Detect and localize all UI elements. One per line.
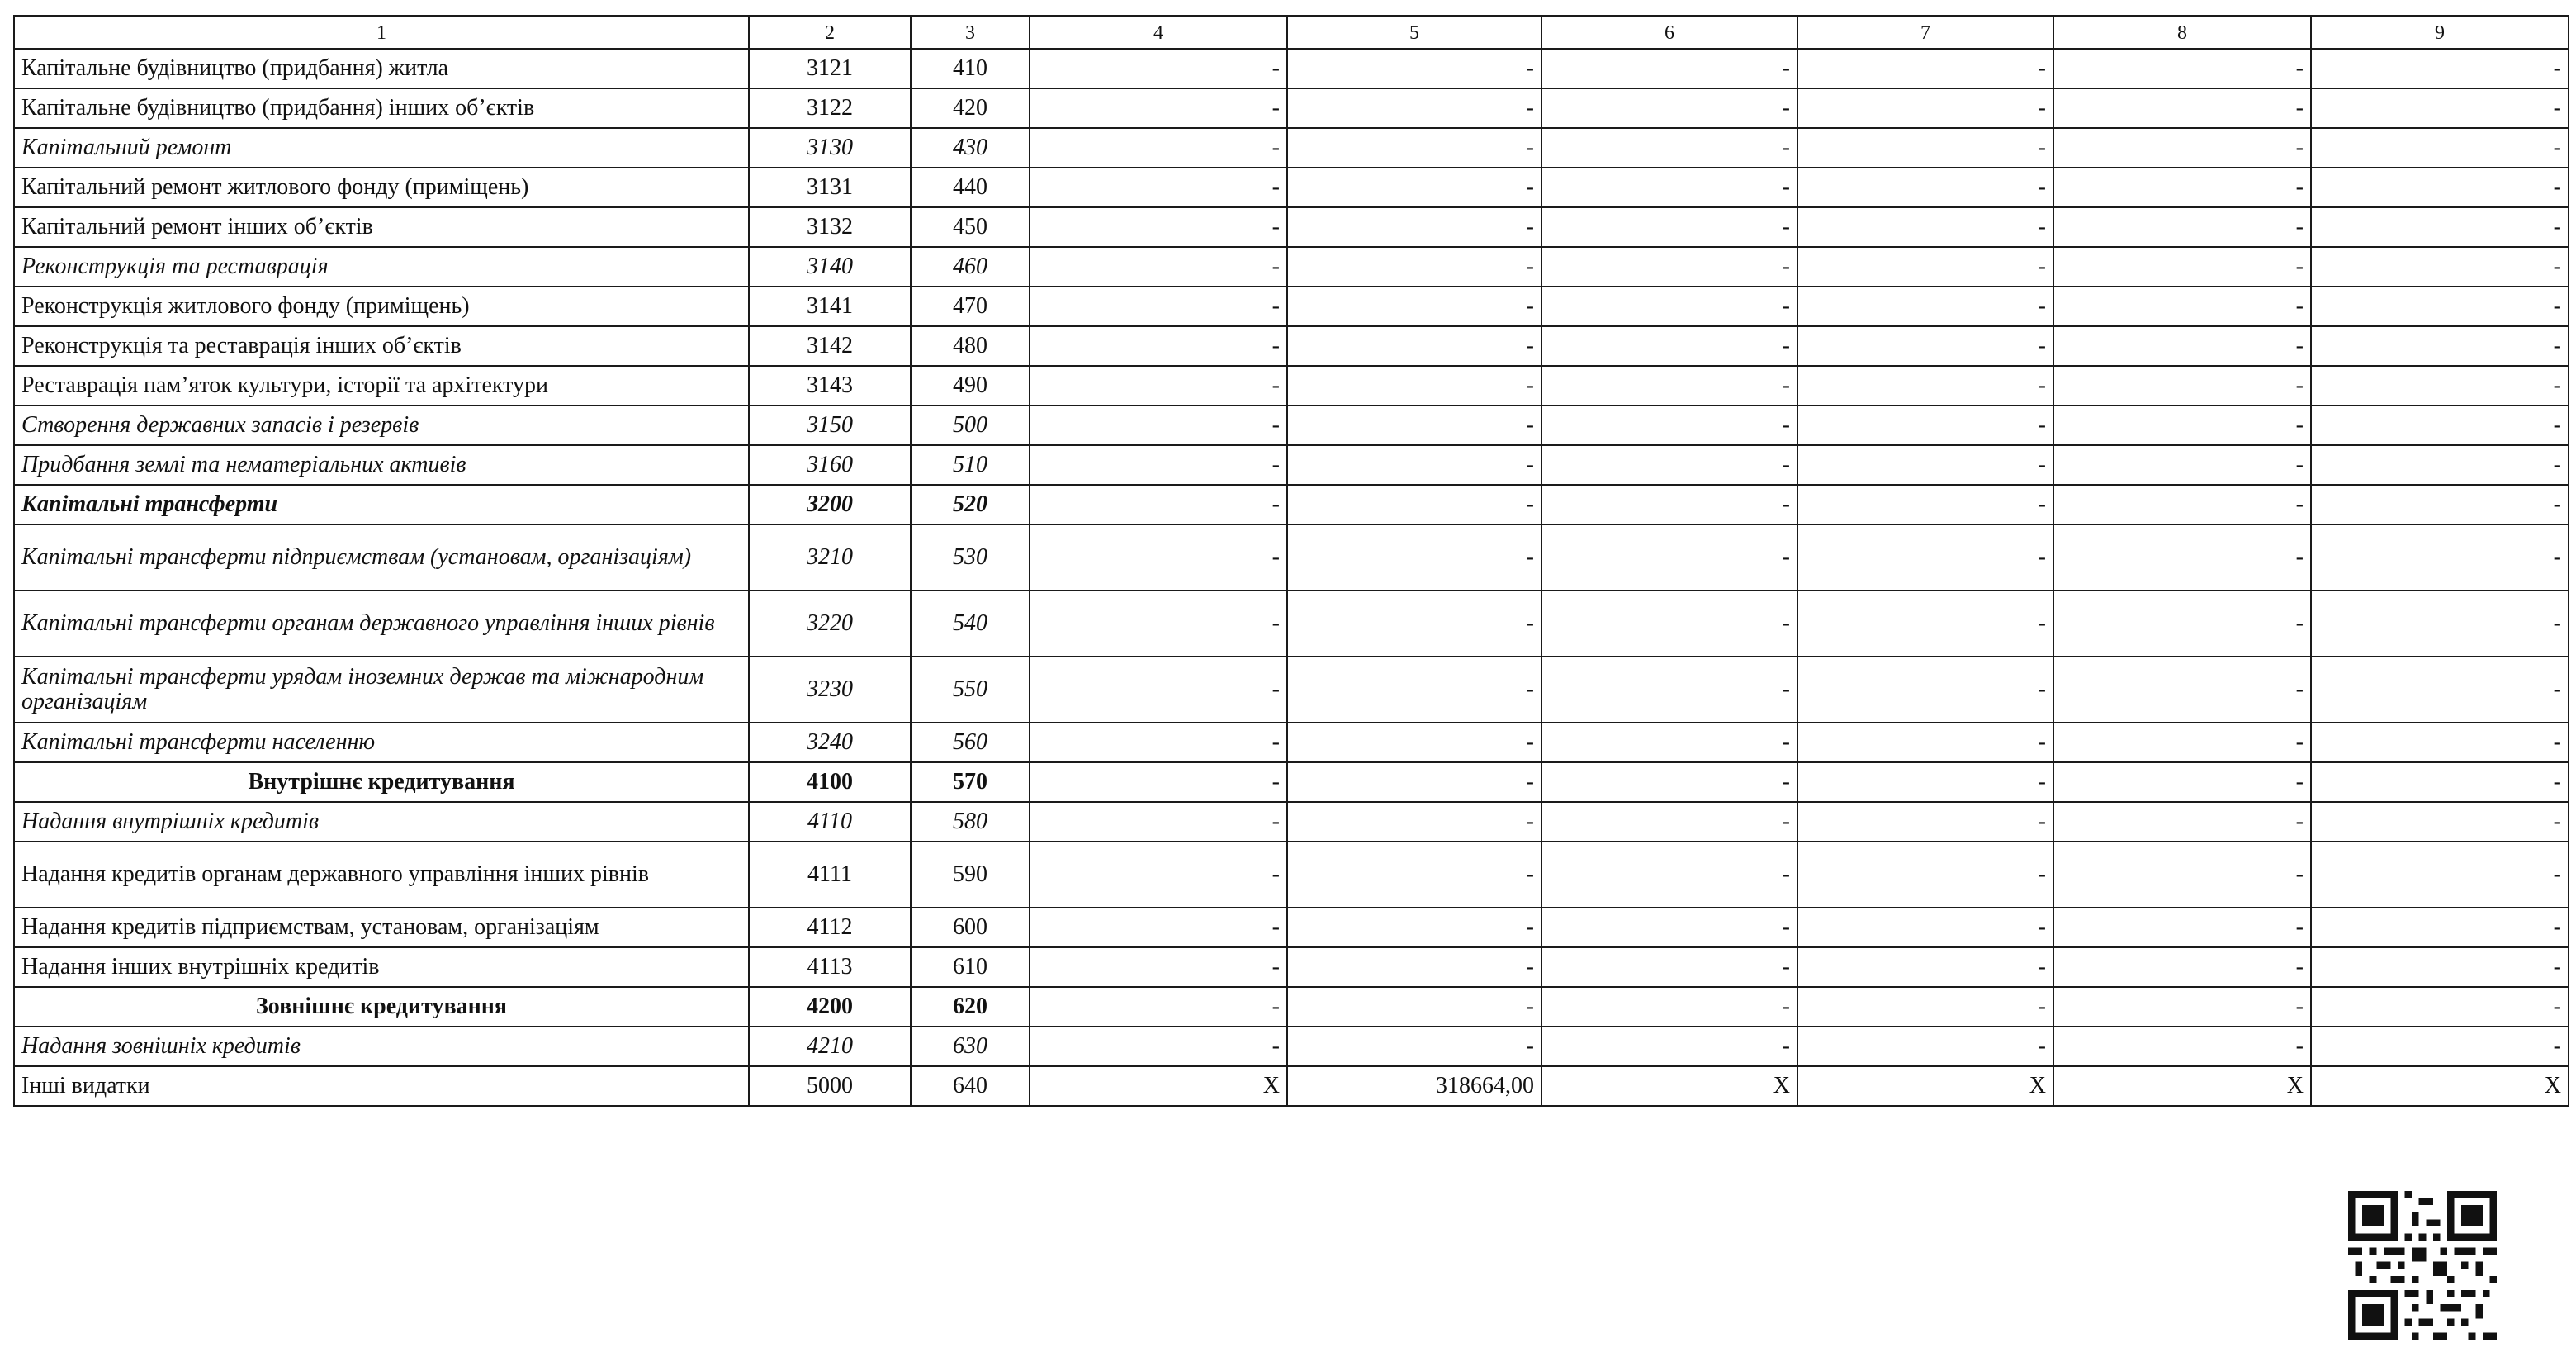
table-row bbox=[14, 287, 2569, 326]
value-cell: - bbox=[2311, 762, 2569, 802]
row-line-number: 450 bbox=[911, 207, 1030, 247]
header-row bbox=[14, 16, 2569, 49]
row-line-number: 480 bbox=[911, 326, 1030, 366]
expenditure-table bbox=[13, 15, 2569, 1107]
value-cell: - bbox=[2053, 1027, 2311, 1066]
value-cell: - bbox=[1541, 326, 1797, 366]
row-code: 4112 bbox=[749, 908, 911, 947]
header-cell: 2 bbox=[749, 16, 911, 49]
value-cell: - bbox=[2311, 49, 2569, 88]
value-cell: - bbox=[2053, 485, 2311, 524]
value-cell: - bbox=[1287, 49, 1541, 88]
value-cell: - bbox=[1797, 1027, 2053, 1066]
value-cell: - bbox=[1541, 802, 1797, 842]
value-cell: - bbox=[1797, 908, 2053, 947]
value-cell: - bbox=[2311, 908, 2569, 947]
value-cell: - bbox=[1030, 987, 1287, 1027]
row-label: Капітальні трансферти населенню bbox=[14, 723, 749, 762]
value-cell: - bbox=[1797, 207, 2053, 247]
value-cell: - bbox=[1797, 406, 2053, 445]
value-cell: - bbox=[1797, 802, 2053, 842]
value-cell: - bbox=[2053, 591, 2311, 657]
header-cell: 7 bbox=[1797, 16, 2053, 49]
value-cell: - bbox=[1287, 287, 1541, 326]
row-label: Надання зовнішніх кредитів bbox=[14, 1027, 749, 1066]
value-cell: - bbox=[1541, 49, 1797, 88]
row-code: 3200 bbox=[749, 485, 911, 524]
value-cell: X bbox=[1541, 1066, 1797, 1106]
value-cell: - bbox=[1797, 762, 2053, 802]
row-label: Інші видатки bbox=[14, 1066, 749, 1106]
value-cell: - bbox=[2311, 366, 2569, 406]
row-line-number: 410 bbox=[911, 49, 1030, 88]
value-cell: - bbox=[1797, 524, 2053, 591]
header-cell: 3 bbox=[911, 16, 1030, 49]
row-code: 3240 bbox=[749, 723, 911, 762]
value-cell: - bbox=[1287, 802, 1541, 842]
row-line-number: 580 bbox=[911, 802, 1030, 842]
row-code: 4113 bbox=[749, 947, 911, 987]
value-cell: - bbox=[1030, 947, 1287, 987]
value-cell: - bbox=[1030, 1027, 1287, 1066]
value-cell: - bbox=[1030, 762, 1287, 802]
table-row bbox=[14, 168, 2569, 207]
row-line-number: 470 bbox=[911, 287, 1030, 326]
value-cell: - bbox=[1287, 485, 1541, 524]
table-row bbox=[14, 88, 2569, 128]
value-cell: X bbox=[1030, 1066, 1287, 1106]
value-cell: - bbox=[1287, 445, 1541, 485]
row-code: 4111 bbox=[749, 842, 911, 908]
value-cell: - bbox=[1030, 287, 1287, 326]
row-label: Реставрація пам’яток культури, історії та архітектури bbox=[14, 366, 749, 406]
value-cell: X bbox=[2311, 1066, 2569, 1106]
value-cell: - bbox=[2053, 406, 2311, 445]
value-cell: - bbox=[1797, 326, 2053, 366]
value-cell: - bbox=[1030, 168, 1287, 207]
table-row bbox=[14, 247, 2569, 287]
row-code: 3142 bbox=[749, 326, 911, 366]
value-cell: - bbox=[1541, 88, 1797, 128]
row-line-number: 500 bbox=[911, 406, 1030, 445]
value-cell: - bbox=[1797, 247, 2053, 287]
table-row bbox=[14, 802, 2569, 842]
value-cell: - bbox=[2053, 247, 2311, 287]
value-cell: - bbox=[2053, 842, 2311, 908]
row-label: Капітальний ремонт bbox=[14, 128, 749, 168]
row-line-number: 600 bbox=[911, 908, 1030, 947]
row-code: 3160 bbox=[749, 445, 911, 485]
row-line-number: 640 bbox=[911, 1066, 1030, 1106]
table-row bbox=[14, 366, 2569, 406]
row-label: Внутрішнє кредитування bbox=[14, 762, 749, 802]
table-row bbox=[14, 723, 2569, 762]
value-cell: - bbox=[1541, 485, 1797, 524]
table-row bbox=[14, 842, 2569, 908]
value-cell: - bbox=[1797, 445, 2053, 485]
row-label: Реконструкція житлового фонду (приміщень) bbox=[14, 287, 749, 326]
value-cell: - bbox=[1030, 326, 1287, 366]
value-cell: - bbox=[2311, 326, 2569, 366]
value-cell: - bbox=[1797, 842, 2053, 908]
value-cell: - bbox=[2311, 168, 2569, 207]
value-cell: - bbox=[1541, 657, 1797, 723]
row-code: 3132 bbox=[749, 207, 911, 247]
row-label: Створення державних запасів і резервів bbox=[14, 406, 749, 445]
value-cell: - bbox=[2311, 1027, 2569, 1066]
row-label: Зовнішнє кредитування bbox=[14, 987, 749, 1027]
row-label: Надання кредитів органам державного управління інших рівнів bbox=[14, 842, 749, 908]
table-row bbox=[14, 326, 2569, 366]
table-row bbox=[14, 445, 2569, 485]
value-cell: - bbox=[1541, 207, 1797, 247]
value-cell: - bbox=[2311, 406, 2569, 445]
value-cell: - bbox=[2311, 842, 2569, 908]
table-row bbox=[14, 406, 2569, 445]
row-line-number: 590 bbox=[911, 842, 1030, 908]
table-row bbox=[14, 128, 2569, 168]
row-code: 3131 bbox=[749, 168, 911, 207]
value-cell: - bbox=[2053, 802, 2311, 842]
row-label: Капітальні трансферти урядам іноземних держав та міжнародним організаціям bbox=[14, 657, 749, 723]
value-cell: - bbox=[1030, 485, 1287, 524]
row-line-number: 420 bbox=[911, 88, 1030, 128]
row-code: 4200 bbox=[749, 987, 911, 1027]
row-line-number: 530 bbox=[911, 524, 1030, 591]
value-cell: - bbox=[2311, 591, 2569, 657]
value-cell: - bbox=[1030, 207, 1287, 247]
row-line-number: 490 bbox=[911, 366, 1030, 406]
value-cell: - bbox=[2053, 524, 2311, 591]
row-code: 5000 bbox=[749, 1066, 911, 1106]
value-cell: - bbox=[1287, 406, 1541, 445]
table-row bbox=[14, 485, 2569, 524]
value-cell: - bbox=[1287, 207, 1541, 247]
value-cell: - bbox=[1797, 947, 2053, 987]
row-code: 3220 bbox=[749, 591, 911, 657]
value-cell: - bbox=[1030, 445, 1287, 485]
row-line-number: 620 bbox=[911, 987, 1030, 1027]
value-cell: - bbox=[2053, 287, 2311, 326]
row-code: 3143 bbox=[749, 366, 911, 406]
value-cell: - bbox=[2053, 723, 2311, 762]
value-cell: - bbox=[1287, 723, 1541, 762]
value-cell: - bbox=[1287, 987, 1541, 1027]
row-line-number: 560 bbox=[911, 723, 1030, 762]
row-label: Капітальні трансферти органам державного управління інших рівнів bbox=[14, 591, 749, 657]
value-cell: - bbox=[2311, 987, 2569, 1027]
value-cell: - bbox=[1287, 908, 1541, 947]
table-row bbox=[14, 591, 2569, 657]
value-cell: - bbox=[1541, 168, 1797, 207]
value-cell: X bbox=[1797, 1066, 2053, 1106]
value-cell: - bbox=[1030, 366, 1287, 406]
value-cell: - bbox=[1287, 1027, 1541, 1066]
value-cell: - bbox=[1030, 406, 1287, 445]
row-code: 3140 bbox=[749, 247, 911, 287]
value-cell: - bbox=[1797, 723, 2053, 762]
row-code: 3121 bbox=[749, 49, 911, 88]
value-cell: - bbox=[1030, 49, 1287, 88]
value-cell: - bbox=[1541, 947, 1797, 987]
value-cell: - bbox=[1797, 591, 2053, 657]
value-cell: - bbox=[1797, 366, 2053, 406]
table-row bbox=[14, 657, 2569, 723]
value-cell: - bbox=[1797, 168, 2053, 207]
value-cell: - bbox=[1797, 287, 2053, 326]
value-cell: 318664,00 bbox=[1287, 1066, 1541, 1106]
value-cell: - bbox=[1287, 88, 1541, 128]
value-cell: - bbox=[2053, 128, 2311, 168]
row-label: Капітальне будівництво (придбання) житла bbox=[14, 49, 749, 88]
value-cell: - bbox=[1287, 591, 1541, 657]
value-cell: - bbox=[2311, 657, 2569, 723]
value-cell: X bbox=[2053, 1066, 2311, 1106]
value-cell: - bbox=[2053, 908, 2311, 947]
value-cell: - bbox=[1797, 485, 2053, 524]
value-cell: - bbox=[1030, 657, 1287, 723]
value-cell: - bbox=[1541, 723, 1797, 762]
value-cell: - bbox=[1541, 128, 1797, 168]
header-cell: 9 bbox=[2311, 16, 2569, 49]
row-code: 4100 bbox=[749, 762, 911, 802]
value-cell: - bbox=[2053, 657, 2311, 723]
value-cell: - bbox=[2053, 762, 2311, 802]
value-cell: - bbox=[1287, 762, 1541, 802]
value-cell: - bbox=[2311, 88, 2569, 128]
value-cell: - bbox=[1797, 987, 2053, 1027]
value-cell: - bbox=[2311, 723, 2569, 762]
value-cell: - bbox=[1030, 842, 1287, 908]
value-cell: - bbox=[2053, 947, 2311, 987]
value-cell: - bbox=[1030, 247, 1287, 287]
header-cell: 8 bbox=[2053, 16, 2311, 49]
value-cell: - bbox=[2311, 524, 2569, 591]
value-cell: - bbox=[2053, 49, 2311, 88]
value-cell: - bbox=[1541, 762, 1797, 802]
value-cell: - bbox=[2311, 247, 2569, 287]
row-code: 4210 bbox=[749, 1027, 911, 1066]
value-cell: - bbox=[1287, 366, 1541, 406]
row-label: Капітальні трансферти bbox=[14, 485, 749, 524]
value-cell: - bbox=[1797, 657, 2053, 723]
value-cell: - bbox=[1030, 128, 1287, 168]
value-cell: - bbox=[2311, 802, 2569, 842]
row-code: 3122 bbox=[749, 88, 911, 128]
value-cell: - bbox=[1541, 366, 1797, 406]
row-code: 4110 bbox=[749, 802, 911, 842]
row-label: Капітальні трансферти підприємствам (установам, організаціям) bbox=[14, 524, 749, 591]
row-code: 3150 bbox=[749, 406, 911, 445]
value-cell: - bbox=[1541, 287, 1797, 326]
row-line-number: 540 bbox=[911, 591, 1030, 657]
row-line-number: 520 bbox=[911, 485, 1030, 524]
row-label: Придбання землі та нематеріальних активів bbox=[14, 445, 749, 485]
row-label: Капітальний ремонт інших об’єктів bbox=[14, 207, 749, 247]
qr-code-icon bbox=[2348, 1191, 2497, 1340]
row-label: Капітальний ремонт житлового фонду (приміщень) bbox=[14, 168, 749, 207]
header-cell: 4 bbox=[1030, 16, 1287, 49]
value-cell: - bbox=[1287, 326, 1541, 366]
value-cell: - bbox=[1030, 88, 1287, 128]
value-cell: - bbox=[1797, 88, 2053, 128]
table-row bbox=[14, 1027, 2569, 1066]
row-code: 3230 bbox=[749, 657, 911, 723]
header-cell: 5 bbox=[1287, 16, 1541, 49]
value-cell: - bbox=[2053, 366, 2311, 406]
value-cell: - bbox=[2053, 445, 2311, 485]
value-cell: - bbox=[2311, 207, 2569, 247]
table-row bbox=[14, 524, 2569, 591]
value-cell: - bbox=[2311, 287, 2569, 326]
row-line-number: 570 bbox=[911, 762, 1030, 802]
row-line-number: 460 bbox=[911, 247, 1030, 287]
value-cell: - bbox=[1541, 591, 1797, 657]
row-label: Реконструкція та реставрація інших об’єктів bbox=[14, 326, 749, 366]
value-cell: - bbox=[2311, 947, 2569, 987]
value-cell: - bbox=[1030, 524, 1287, 591]
value-cell: - bbox=[1797, 128, 2053, 168]
table-row bbox=[14, 908, 2569, 947]
value-cell: - bbox=[1287, 842, 1541, 908]
table-body bbox=[14, 16, 2569, 1106]
value-cell: - bbox=[1287, 247, 1541, 287]
row-line-number: 610 bbox=[911, 947, 1030, 987]
value-cell: - bbox=[1030, 723, 1287, 762]
row-line-number: 630 bbox=[911, 1027, 1030, 1066]
value-cell: - bbox=[1541, 406, 1797, 445]
value-cell: - bbox=[1541, 524, 1797, 591]
row-label: Реконструкція та реставрація bbox=[14, 247, 749, 287]
value-cell: - bbox=[1797, 49, 2053, 88]
value-cell: - bbox=[2311, 128, 2569, 168]
value-cell: - bbox=[1030, 591, 1287, 657]
table-row bbox=[14, 987, 2569, 1027]
value-cell: - bbox=[1287, 524, 1541, 591]
row-label: Надання внутрішніх кредитів bbox=[14, 802, 749, 842]
table-row bbox=[14, 947, 2569, 987]
row-line-number: 430 bbox=[911, 128, 1030, 168]
value-cell: - bbox=[2053, 987, 2311, 1027]
value-cell: - bbox=[1287, 657, 1541, 723]
row-label: Надання кредитів підприємствам, установам, організаціям bbox=[14, 908, 749, 947]
value-cell: - bbox=[1030, 908, 1287, 947]
row-label: Надання інших внутрішніх кредитів bbox=[14, 947, 749, 987]
row-line-number: 550 bbox=[911, 657, 1030, 723]
table-row bbox=[14, 207, 2569, 247]
header-cell: 1 bbox=[14, 16, 749, 49]
row-code: 3210 bbox=[749, 524, 911, 591]
value-cell: - bbox=[1287, 947, 1541, 987]
value-cell: - bbox=[2311, 485, 2569, 524]
row-code: 3141 bbox=[749, 287, 911, 326]
value-cell: - bbox=[1541, 842, 1797, 908]
row-line-number: 510 bbox=[911, 445, 1030, 485]
value-cell: - bbox=[2053, 168, 2311, 207]
row-code: 3130 bbox=[749, 128, 911, 168]
value-cell: - bbox=[2053, 326, 2311, 366]
value-cell: - bbox=[1541, 987, 1797, 1027]
value-cell: - bbox=[1287, 128, 1541, 168]
value-cell: - bbox=[2053, 207, 2311, 247]
row-line-number: 440 bbox=[911, 168, 1030, 207]
value-cell: - bbox=[1541, 1027, 1797, 1066]
table-row bbox=[14, 1066, 2569, 1106]
value-cell: - bbox=[1541, 908, 1797, 947]
row-label: Капітальне будівництво (придбання) інших об’єктів bbox=[14, 88, 749, 128]
value-cell: - bbox=[1030, 802, 1287, 842]
table-row bbox=[14, 762, 2569, 802]
value-cell: - bbox=[1287, 168, 1541, 207]
value-cell: - bbox=[2053, 88, 2311, 128]
table-row bbox=[14, 49, 2569, 88]
header-cell: 6 bbox=[1541, 16, 1797, 49]
value-cell: - bbox=[1541, 445, 1797, 485]
value-cell: - bbox=[1541, 247, 1797, 287]
value-cell: - bbox=[2311, 445, 2569, 485]
